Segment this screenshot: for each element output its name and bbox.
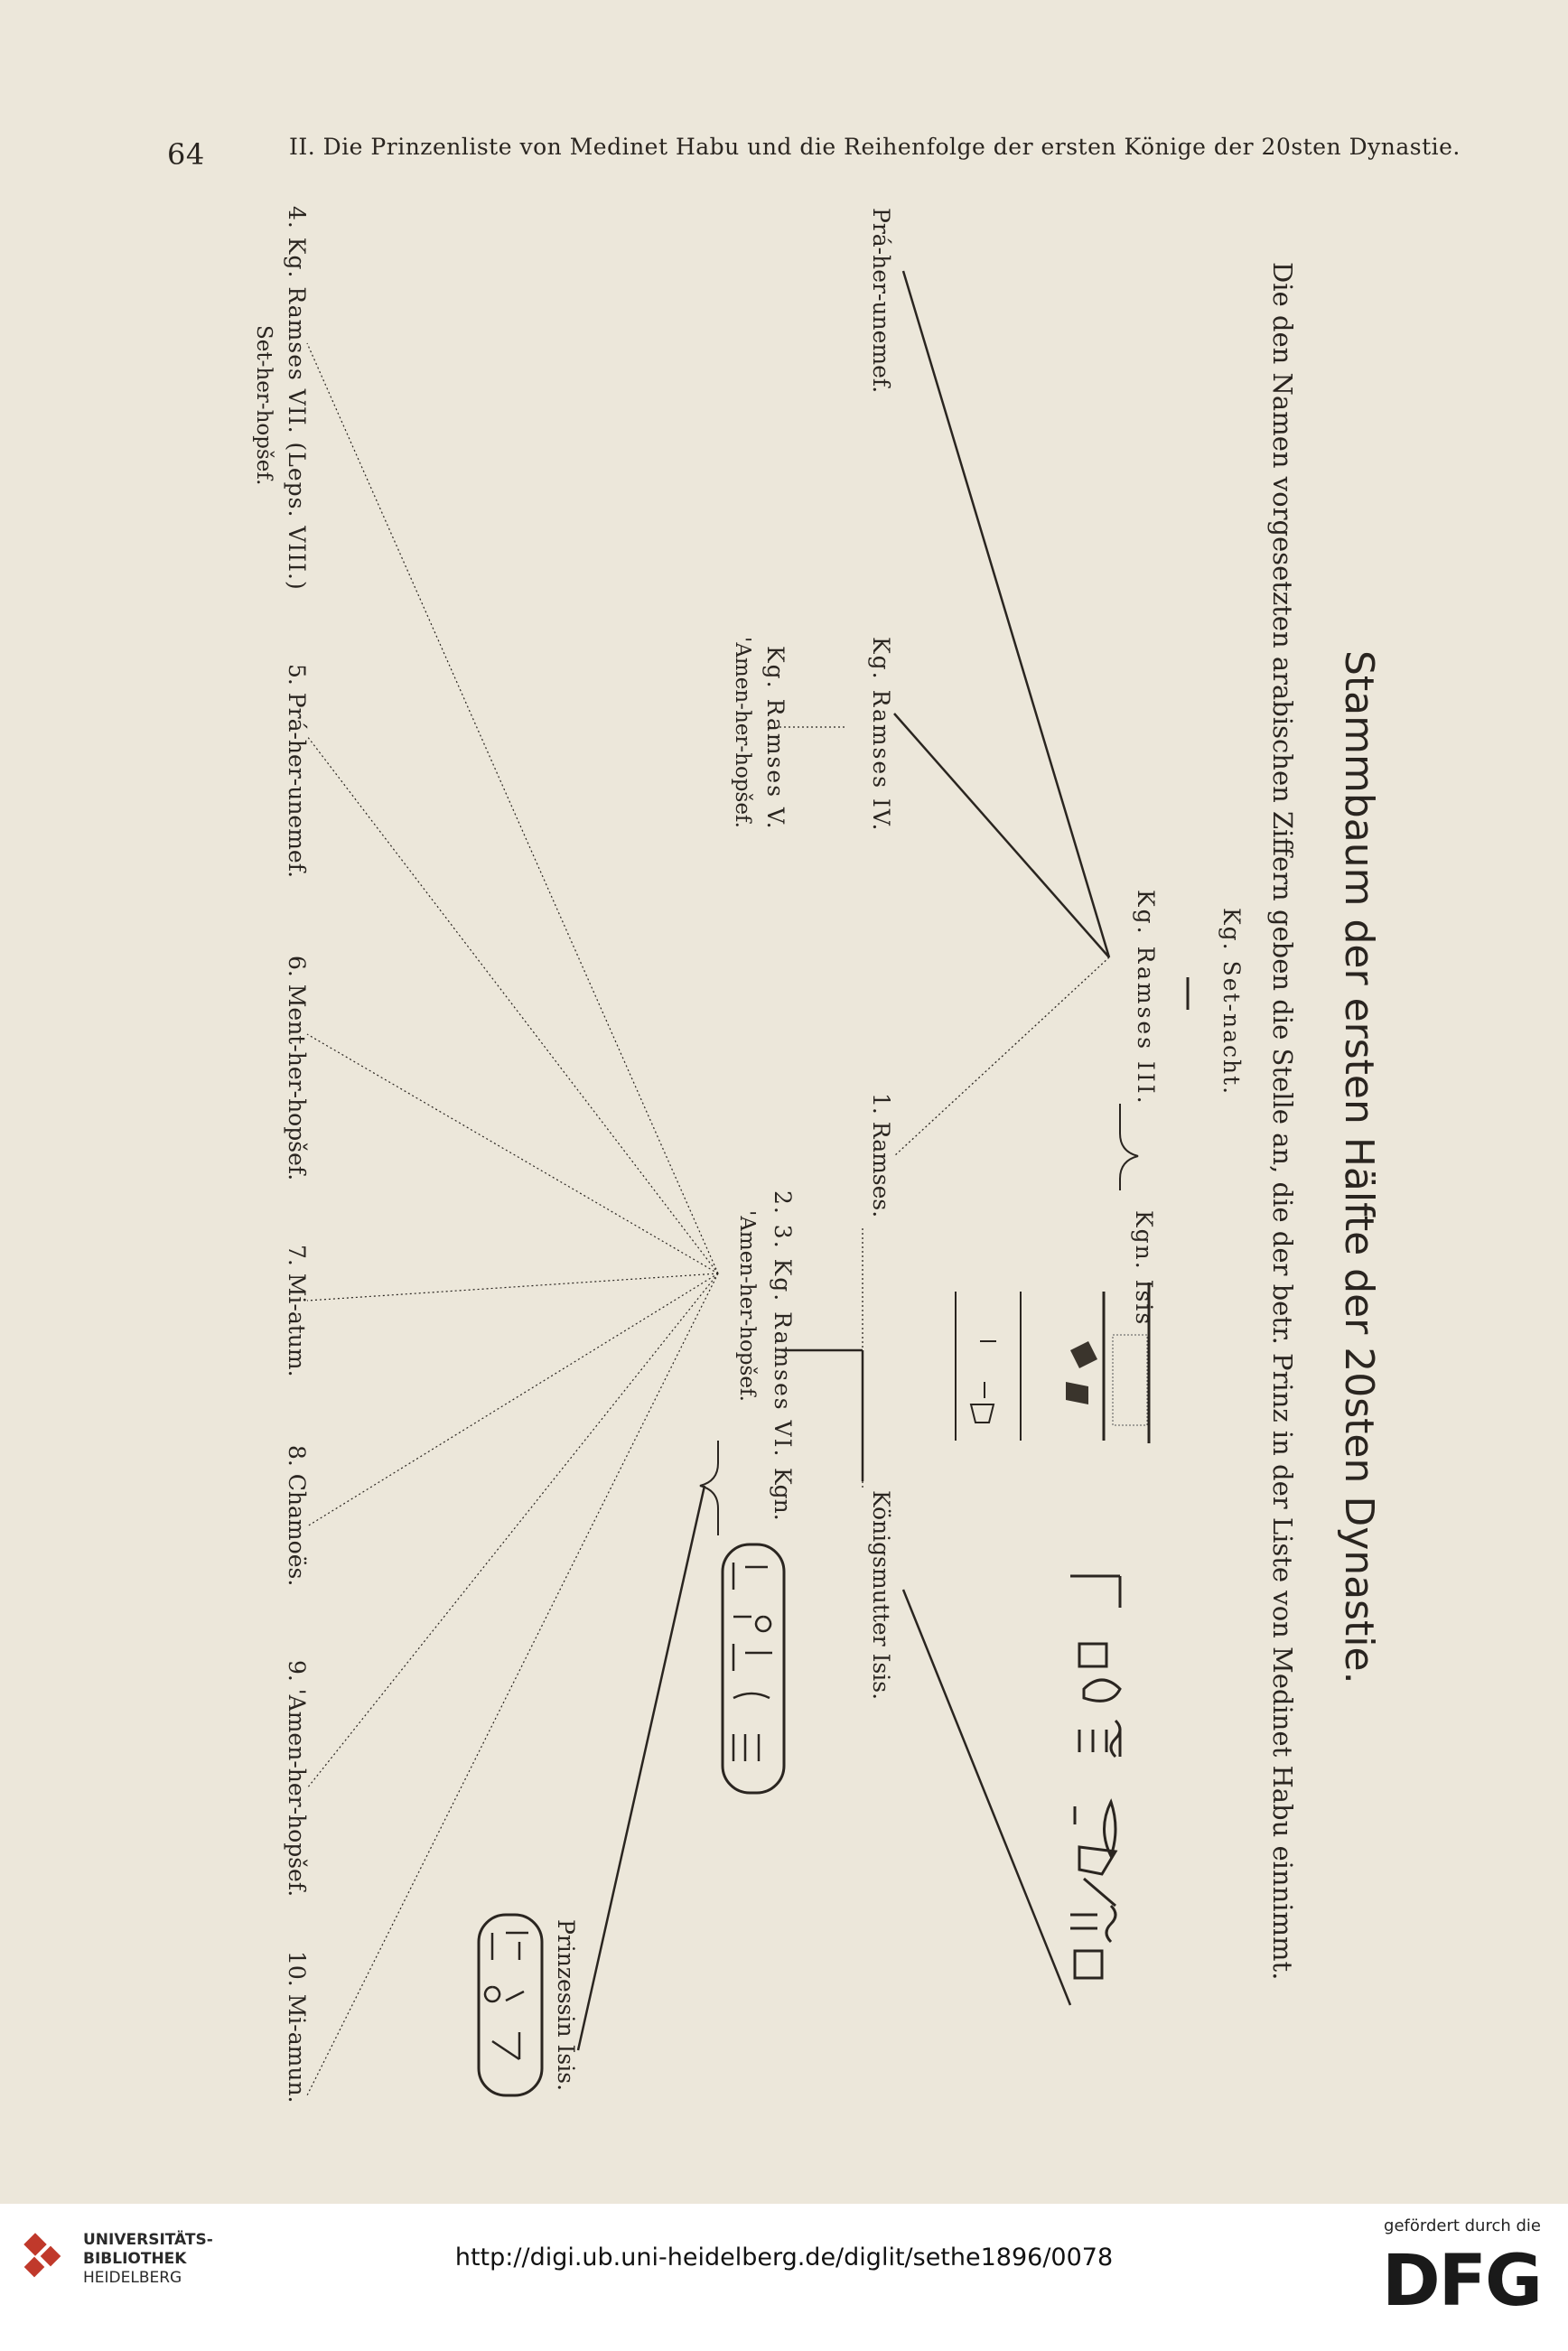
son-2: 5. Prá-her-unemef.	[284, 664, 310, 879]
footer-bar	[0, 2204, 1568, 2351]
son-7: 10. Mi-amun.	[284, 1951, 310, 2104]
page-number: 64	[167, 137, 205, 172]
son-6: 9. 'Amen-her-hopšef.	[284, 1660, 310, 1898]
tree-title: Stammbaum der ersten Hälfte der 20sten Dynastie.	[1336, 650, 1382, 1684]
tree-subtitle: Die den Namen vorgesetzten arabischen Ziffern geben die Stelle an, die der betr. Prinz in der Liste von Medinet Habu einnimmt.	[1267, 262, 1298, 1981]
cartouche-prinzessin	[479, 1915, 542, 2095]
person-ramses4: Kg. Ramses IV.	[868, 637, 894, 833]
son-3: 6. Ment-her-hopšef.	[284, 956, 310, 1181]
person-koenigsmutter: Königsmutter Isis.	[868, 1490, 894, 1701]
son-5: 8. Chamoës.	[284, 1445, 310, 1587]
person-prinzessin: Prinzessin Isis.	[553, 1919, 579, 2092]
hieroglyph-inscription	[1070, 1576, 1120, 1978]
library-line-1: UNIVERSITÄTS-	[83, 2231, 213, 2249]
library-line-2: BIBLIOTHEK	[83, 2250, 187, 2268]
person-ramses6-name: 'Amen-her-hopšef.	[735, 1210, 759, 1402]
library-line-3: HEIDELBERG	[83, 2269, 182, 2287]
person-ramses5-name: 'Amen-her-hopšef.	[731, 637, 754, 828]
person-kgn: Kgn.	[770, 1468, 796, 1521]
person-isis-queen: Kgn. Isis	[1131, 1210, 1157, 1327]
person-ramses6: 2. 3. Kg. Ramses VI.	[770, 1190, 796, 1459]
person-ramses5: Kg. Ramses V.	[762, 646, 789, 831]
son-1: 4. Kg. Ramses VII. (Leps. VIII.)	[284, 206, 310, 591]
hieroglyph-cartouche-isis	[956, 1283, 1149, 1443]
running-title: II. Die Prinzenliste von Medinet Habu und die Reihenfolge der ersten Könige der 20sten Dynastie.	[289, 134, 1461, 160]
person-setnacht: Kg. Set-nacht.	[1218, 908, 1245, 1096]
person-ramses1: 1. Ramses.	[868, 1093, 894, 1218]
dfg-logo: DFG	[1381, 2241, 1541, 2322]
son-1-sub: Set-her-hopšef.	[252, 325, 275, 486]
son-4: 7. Mi-atum.	[284, 1245, 310, 1377]
cartouche-kgn	[723, 1544, 784, 1793]
person-prahermenef-top: Prá-her-unemef.	[868, 208, 894, 394]
person-ramses3: Kg. Ramses III.	[1133, 890, 1159, 1106]
funding-label: gefördert durch die	[1384, 2216, 1541, 2235]
source-url-link[interactable]: http://digi.ub.uni-heidelberg.de/diglit/sethe1896/0078	[454, 2244, 1114, 2272]
